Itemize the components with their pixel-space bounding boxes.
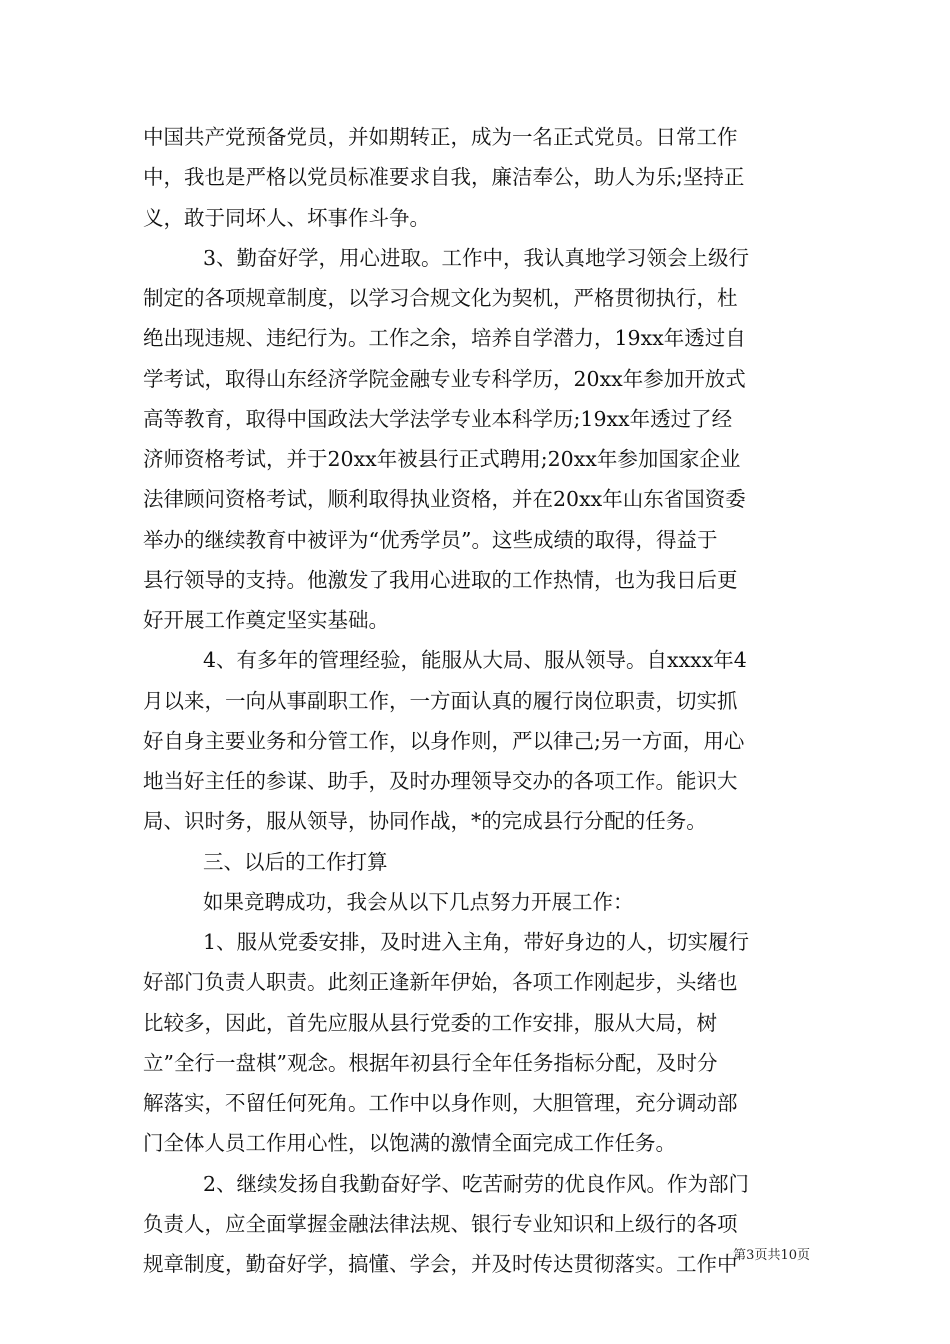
text-line: 义，敢于同坏人、坏事作斗争。 (143, 205, 430, 230)
text-line: 比较多，因此，首先应服从县行党委的工作安排，服从大局，树 (143, 1010, 717, 1035)
text-line: 2、继续发扬自我勤奋好学、吃苦耐劳的优良作风。作为部门 (203, 1171, 750, 1196)
text-line: 地当好主任的参谋、助手，及时办理领导交办的各项工作。能识大 (143, 769, 738, 793)
text-line: 好部门负责人职责。此刻正逢新年伊始，各项工作刚起步，头绪也 (143, 970, 738, 995)
text-line: 学考试，取得山东经济学院金融专业专科学历，20xx年参加开放式 (143, 366, 746, 391)
text-line: 3、勤奋好学，用心进取。工作中，我认真地学习领会上级行 (203, 245, 750, 270)
document-body (143, 117, 811, 1284)
text-line: 三、以后的工作打算 (203, 849, 388, 874)
text-line: 立”全行一盘棋”观念。根据年初县行全年任务指标分配，及时分 (143, 1050, 718, 1075)
text-line: 举办的继续教育中被评为“优秀学员”。这些成绩的取得，得益于 (143, 527, 718, 552)
text-line: 门全体人员工作用心性，以饱满的激情全面完成工作任务。 (143, 1131, 676, 1156)
text-line: 济师资格考试，并于20xx年被县行正式聘用;20xx年参加国家企业 (143, 447, 741, 471)
text-line: 1、服从党委安排，及时进入主角，带好身边的人，切实履行 (203, 930, 750, 954)
text-line: 中，我也是严格以党员标准要求自我，廉洁奉公，助人为乐;坚持正 (143, 165, 745, 190)
text-line: 绝出现违规、违纪行为。工作之余，培养自学潜力，19xx年透过自 (143, 326, 746, 351)
text-line: 负责人，应全面掌握金融法律法规、银行专业知识和上级行的各项 (143, 1211, 738, 1236)
text-line: 局、识时务，服从领导，协同作战，*的完成县行分配的任务。 (143, 809, 707, 834)
text-line: 制定的各项规章制度，以学习合规文化为契机，严格贯彻执行，杜 (143, 286, 738, 310)
text-line: 好开展工作奠定坚实基础。 (143, 608, 389, 632)
text-line: 县行领导的支持。他激发了我用心进取的工作热情，也为我日后更 (143, 567, 738, 592)
page-footer: 第3页共10页 (733, 1248, 810, 1263)
text-line: 如果竞聘成功，我会从以下几点努力开展工作： (203, 889, 634, 914)
text-line: 好自身主要业务和分管工作，以身作则，严以律己;另一方面，用心 (143, 728, 745, 753)
text-line: 4、有多年的管理经验，能服从大局、服从领导。自xxxx年4 (203, 648, 747, 673)
text-line: 解落实，不留任何死角。工作中以身作则，大胆管理，充分调动部 (143, 1091, 738, 1115)
text-line: 中国共产党预备党员，并如期转正，成为一名正式党员。日常工作 (143, 125, 738, 149)
text-line: 法律顾问资格考试，顺利取得执业资格，并在20xx年山东省国资委 (143, 487, 746, 512)
text-line: 规章制度，勤奋好学，搞懂、学会，并及时传达贯彻落实。工作中 (143, 1252, 738, 1276)
text-line: 高等教育，取得中国政法大学法学专业本科学历;19xx年透过了经 (143, 406, 733, 431)
text-line: 月以来，一向从事副职工作，一方面认真的履行岗位职责，切实抓 (143, 688, 738, 713)
